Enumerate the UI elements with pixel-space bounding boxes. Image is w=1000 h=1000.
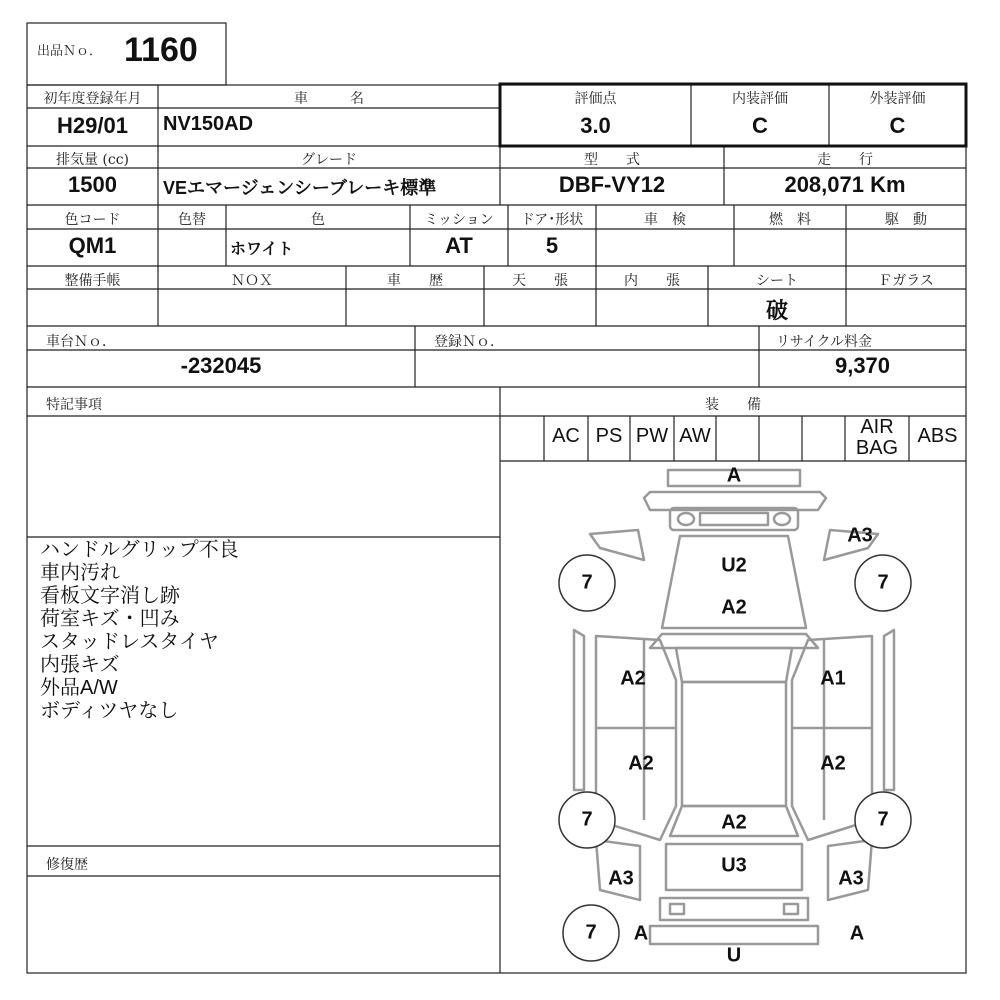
equipment-ac: AC — [552, 425, 580, 447]
exterior-rating-value: C — [889, 113, 906, 138]
damage-rear-bumper-left: A — [633, 922, 649, 945]
lot-number-label: 出品Ｎｏ． — [37, 44, 103, 59]
repair-history-label: 修復歴 — [46, 857, 88, 873]
damage-roof-rear: A2 — [721, 811, 747, 834]
notes-label: 特記事項 — [46, 397, 102, 413]
car-name-label: 車 名 — [294, 91, 364, 107]
car-name-value: NV150AD — [163, 113, 254, 135]
lot-number: 1160 — [124, 31, 198, 69]
tire-spare: 7 — [585, 921, 597, 944]
color-value: ホワイト — [230, 241, 294, 258]
damage-left-rear-door: A2 — [628, 752, 654, 775]
interior-rating-value: C — [752, 113, 768, 138]
note-line: ハンドルグリップ不良 — [40, 539, 239, 561]
equipment-abs: ABS — [917, 425, 958, 447]
first-registration-label: 初年度登録年月 — [43, 91, 142, 107]
airbag-line-1: AIR — [860, 416, 894, 438]
front-glass-label: Ｆガラス — [878, 273, 934, 289]
mileage-label: 走 行 — [817, 152, 873, 168]
note-line: 外品A/W — [40, 677, 118, 699]
tire-front-left: 7 — [581, 571, 593, 594]
note-line: 車内汚れ — [40, 562, 120, 584]
color-label: 色 — [311, 212, 325, 228]
damage-right-rear-door: A2 — [820, 752, 846, 775]
equipment-aw: AW — [679, 425, 711, 447]
airbag-line-2: BAG — [855, 437, 899, 459]
interior-rating-label: 内装評価 — [732, 91, 788, 107]
grade-label: グレード — [301, 152, 357, 168]
model-label: 型 式 — [584, 152, 640, 168]
note-line: 看板文字消し跡 — [40, 585, 180, 607]
damage-hood-bottom: A2 — [721, 596, 747, 619]
damage-right-rear-fender: A3 — [838, 867, 864, 890]
score-label: 評価点 — [574, 91, 617, 107]
displacement-value: 1500 — [68, 172, 117, 197]
recycle-fee-label: リサイクル料金 — [776, 334, 873, 350]
interior-trim-label: 内 張 — [624, 273, 680, 289]
note-line: スタッドレスタイヤ — [40, 631, 219, 653]
chassis-number-label: 車台Ｎｏ． — [46, 334, 116, 350]
tire-rear-right: 7 — [877, 808, 889, 831]
equipment-label: 装 備 — [705, 397, 761, 413]
color-change-label: 色替 — [178, 212, 206, 228]
nox-label: ＮＯＸ — [231, 273, 273, 289]
equipment-ps: PS — [595, 425, 623, 447]
damage-rear-bumper-right: A — [849, 922, 865, 945]
exterior-rating-label: 外装評価 — [869, 91, 926, 107]
note-line: ボディツヤなし — [40, 700, 179, 722]
door-shape-value: 5 — [545, 233, 559, 258]
damage-left-rear-fender: A3 — [608, 867, 634, 890]
seat-value: 破 — [765, 298, 788, 323]
equipment-pw: PW — [635, 425, 669, 447]
color-code-value: QM1 — [68, 233, 117, 258]
mileage-value: 208,071 Km — [784, 172, 906, 197]
note-line: 荷室キズ・凹み — [40, 608, 180, 630]
model-value: DBF-VY12 — [558, 172, 666, 197]
vehicle-history-label: 車 歴 — [387, 273, 443, 289]
note-line: 内張キズ — [40, 654, 120, 676]
damage-right-front-fender: A3 — [847, 524, 873, 547]
damage-right-front-door: A1 — [820, 667, 846, 690]
notes-list — [40, 539, 239, 723]
first-registration-value: H29/01 — [57, 113, 128, 138]
equipment-airbag — [845, 417, 909, 459]
mission-label: ミッション — [424, 212, 494, 228]
damage-tailgate: U3 — [721, 854, 747, 877]
fuel-label: 燃 料 — [769, 212, 811, 228]
displacement-label: 排気量 (cc) — [55, 152, 130, 168]
registration-number-label: 登録Ｎｏ． — [434, 334, 504, 350]
maintenance-book-label: 整備手帳 — [64, 273, 121, 289]
seat-label: シート — [756, 273, 798, 289]
tire-front-right: 7 — [877, 571, 889, 594]
mission-value: AT — [445, 233, 473, 258]
recycle-fee-value: 9,370 — [834, 353, 891, 378]
drive-label: 駆 動 — [885, 212, 927, 228]
damage-hood-top: U2 — [721, 554, 747, 577]
tire-rear-left: 7 — [581, 808, 593, 831]
inspection-label: 車 検 — [644, 212, 686, 228]
damage-rear: U — [726, 944, 742, 967]
grade-value: VEエマージェンシーブレーキ標準 — [163, 178, 437, 198]
door-shape-label: ドア･形状 — [520, 212, 584, 228]
damage-left-front-door: A2 — [620, 667, 646, 690]
damage-front-bumper: A — [726, 464, 742, 487]
color-code-label: 色コード — [64, 212, 121, 228]
score-value: 3.0 — [580, 113, 611, 138]
ceiling-label: 天 張 — [512, 273, 568, 289]
chassis-number-value: -232045 — [180, 353, 262, 378]
